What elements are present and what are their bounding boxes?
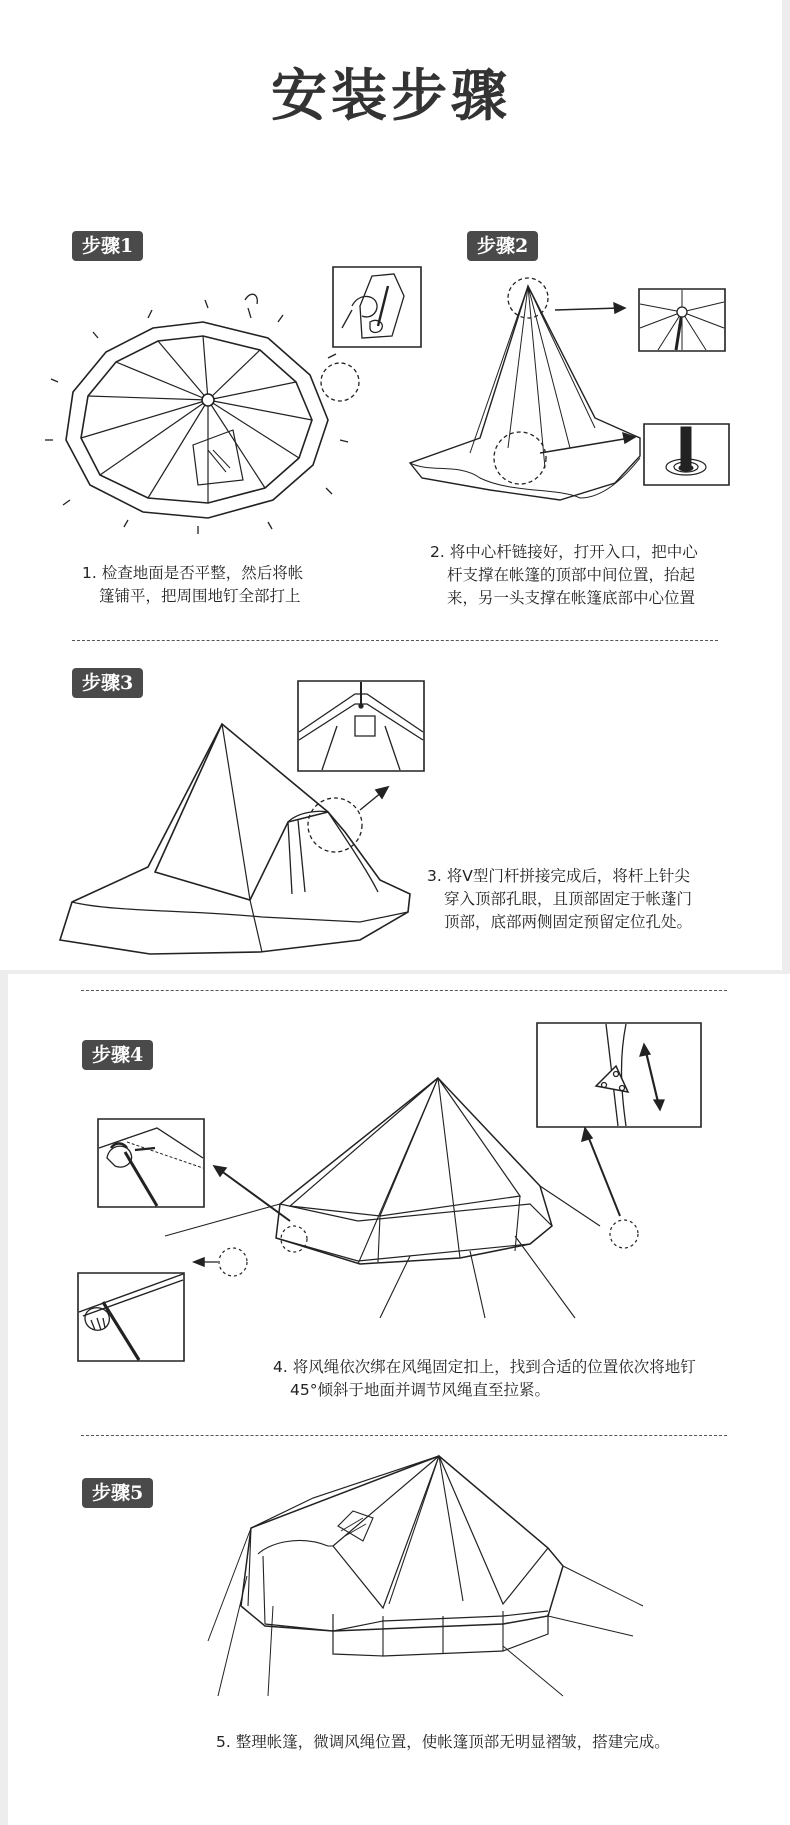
page-title: 安装步骤: [271, 63, 511, 129]
step5-instruction: 5. 整理帐篷，微调风绳位置，使帐篷顶部无明显褶皱，搭建完成。: [216, 1733, 670, 1751]
step2-instruction: 2. 将中心杆链接好，打开入口，把中心 杆支撑在帐篷的顶部中间位置，抬起 来，另一头支撑在帐篷底部中心位置: [430, 543, 698, 607]
step4-instruction: 4. 将风绳依次绑在风绳固定扣上，找到合适的位置依次将地钉 45°倾斜于地面并调节风绳直至拉紧。: [273, 1358, 696, 1399]
instruction-sheet-bottom: [8, 974, 790, 1825]
step1-peg-detail-inset: [332, 266, 422, 348]
step2-center-pole-illustration: [410, 278, 650, 508]
step5-badge: 步骤5: [82, 1478, 153, 1508]
section-divider: [81, 990, 727, 991]
step3-instruction: 3. 将V型门杆拼接完成后，将杆上针尖 穿入顶部孔眼，且顶部固定于帐蓬门 顶部，底部两侧固定预留定位孔处。: [427, 867, 693, 931]
step4-rope-buckle-detail-inset: [97, 1118, 205, 1208]
step2-bottom-pole-detail-inset: [643, 423, 730, 486]
step4-badge: 步骤4: [82, 1040, 153, 1070]
step4-tension-adjuster-detail-inset: [536, 1022, 702, 1128]
step3-badge: 步骤3: [72, 668, 143, 698]
step3-door-top-detail-inset: [297, 680, 425, 772]
step1-instruction: 1. 检查地面是否平整，然后将帐 篷铺平，把周围地钉全部打上: [82, 564, 304, 605]
step4-peg-detail-inset: [77, 1272, 185, 1362]
step1-badge: 步骤1: [72, 231, 143, 261]
step1-tent-floor-illustration: [48, 300, 348, 525]
section-divider: [72, 640, 718, 641]
step2-top-pole-detail-inset: [638, 288, 726, 352]
section-divider: [81, 1435, 727, 1436]
step5-finished-tent-illustration: [203, 1456, 663, 1696]
step2-badge: 步骤2: [467, 231, 538, 261]
